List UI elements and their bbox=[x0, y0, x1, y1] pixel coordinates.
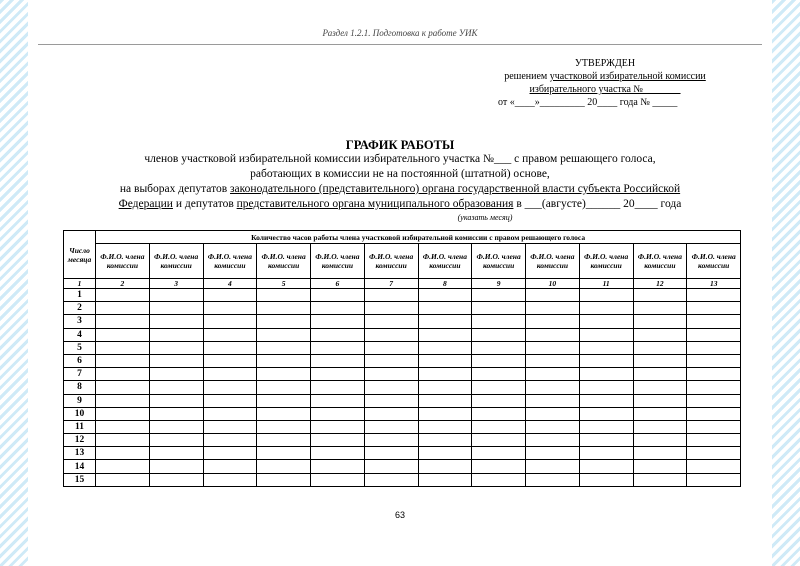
hours-cell[interactable] bbox=[257, 368, 311, 381]
hours-cell[interactable] bbox=[311, 302, 365, 315]
subtitle-line-4b: и депутатов bbox=[172, 198, 237, 210]
hours-cell[interactable] bbox=[579, 341, 633, 354]
hours-cell[interactable] bbox=[418, 381, 472, 394]
column-number: 1 bbox=[64, 279, 96, 289]
row-day-number: 10 bbox=[64, 407, 96, 420]
hours-cell[interactable] bbox=[311, 381, 365, 394]
hours-cell[interactable] bbox=[311, 394, 365, 407]
hours-cell[interactable] bbox=[418, 354, 472, 367]
member-column-header: Ф.И.О. члена комиссии bbox=[364, 244, 418, 279]
date-line: от «____»_________ 20____ года № _____ bbox=[498, 97, 678, 108]
column-number: 3 bbox=[149, 279, 203, 289]
hours-cell[interactable] bbox=[633, 315, 687, 328]
approval-block bbox=[490, 57, 720, 109]
hours-cell[interactable] bbox=[257, 328, 311, 341]
table-row bbox=[64, 302, 741, 315]
hours-cell[interactable] bbox=[687, 434, 741, 447]
table-row bbox=[64, 460, 741, 473]
subtitle-line-3a: на выборах депутатов bbox=[119, 183, 231, 195]
hours-cell[interactable] bbox=[472, 381, 526, 394]
hours-cell[interactable] bbox=[526, 381, 580, 394]
hours-cell[interactable] bbox=[364, 315, 418, 328]
hours-cell[interactable] bbox=[96, 407, 150, 420]
hours-cell[interactable] bbox=[526, 447, 580, 460]
hours-cell[interactable] bbox=[311, 407, 365, 420]
hours-cell[interactable] bbox=[96, 328, 150, 341]
page-number: 63 bbox=[394, 510, 405, 520]
member-header-row bbox=[64, 244, 741, 279]
subtitle-line-4 bbox=[60, 197, 740, 212]
member-column-header: Ф.И.О. члена комиссии bbox=[149, 244, 203, 279]
table-row bbox=[64, 341, 741, 354]
row-day-number: 11 bbox=[64, 420, 96, 433]
hours-cell[interactable] bbox=[579, 473, 633, 486]
hours-cell[interactable] bbox=[364, 302, 418, 315]
table-row bbox=[64, 315, 741, 328]
table-body bbox=[64, 289, 741, 487]
hours-cell[interactable] bbox=[526, 328, 580, 341]
hours-cell[interactable] bbox=[687, 328, 741, 341]
table-row bbox=[64, 420, 741, 433]
hours-cell[interactable] bbox=[364, 447, 418, 460]
column-number: 8 bbox=[418, 279, 472, 289]
member-column-header: Ф.И.О. члена комиссии bbox=[418, 244, 472, 279]
hours-cell[interactable] bbox=[633, 368, 687, 381]
hours-cell[interactable] bbox=[687, 394, 741, 407]
row-day-number: 14 bbox=[64, 460, 96, 473]
hours-cell[interactable] bbox=[203, 381, 257, 394]
hours-cell[interactable] bbox=[257, 341, 311, 354]
hours-cell[interactable] bbox=[364, 420, 418, 433]
hours-cell[interactable] bbox=[149, 315, 203, 328]
hours-cell[interactable] bbox=[418, 328, 472, 341]
hours-cell[interactable] bbox=[203, 341, 257, 354]
row-day-number: 8 bbox=[64, 381, 96, 394]
hours-cell[interactable] bbox=[364, 381, 418, 394]
hours-cell[interactable] bbox=[418, 447, 472, 460]
hours-cell[interactable] bbox=[96, 368, 150, 381]
subtitle-line-4a: Федерации bbox=[118, 198, 173, 210]
hours-cell[interactable] bbox=[472, 394, 526, 407]
column-number: 5 bbox=[257, 279, 311, 289]
member-column-header: Ф.И.О. члена комиссии bbox=[311, 244, 365, 279]
column-number: 7 bbox=[364, 279, 418, 289]
hours-cell[interactable] bbox=[149, 368, 203, 381]
hours-cell[interactable] bbox=[633, 473, 687, 486]
hours-cell[interactable] bbox=[579, 381, 633, 394]
member-column-header: Ф.И.О. члена комиссии bbox=[579, 244, 633, 279]
hours-cell[interactable] bbox=[633, 460, 687, 473]
hours-cell[interactable] bbox=[311, 354, 365, 367]
hours-cell[interactable] bbox=[526, 407, 580, 420]
hours-cell[interactable] bbox=[633, 354, 687, 367]
hours-cell[interactable] bbox=[687, 315, 741, 328]
hours-cell[interactable] bbox=[472, 315, 526, 328]
row-day-number: 4 bbox=[64, 328, 96, 341]
subtitle-line-2: работающих в комиссии не на постоянной (штатной) основе, bbox=[250, 168, 550, 180]
document-subtitle bbox=[60, 152, 740, 212]
row-day-number: 9 bbox=[64, 394, 96, 407]
table-row bbox=[64, 447, 741, 460]
row-day-number: 5 bbox=[64, 341, 96, 354]
table-row bbox=[64, 394, 741, 407]
document-title: ГРАФИК РАБОТЫ bbox=[345, 138, 455, 152]
row-day-number: 6 bbox=[64, 354, 96, 367]
hours-cell[interactable] bbox=[149, 420, 203, 433]
row-day-number: 15 bbox=[64, 473, 96, 486]
hours-cell[interactable] bbox=[203, 368, 257, 381]
hours-cell[interactable] bbox=[311, 460, 365, 473]
hours-cell[interactable] bbox=[257, 394, 311, 407]
hours-cell[interactable] bbox=[526, 394, 580, 407]
row-day-number: 3 bbox=[64, 315, 96, 328]
hours-cell[interactable] bbox=[203, 473, 257, 486]
hours-cell[interactable] bbox=[96, 315, 150, 328]
hours-cell[interactable] bbox=[203, 315, 257, 328]
member-column-header: Ф.И.О. члена комиссии bbox=[687, 244, 741, 279]
hours-cell[interactable] bbox=[579, 407, 633, 420]
row-day-number: 1 bbox=[64, 289, 96, 302]
hours-cell[interactable] bbox=[149, 447, 203, 460]
month-day-header: Число месяца bbox=[64, 231, 96, 279]
hours-cell[interactable] bbox=[633, 394, 687, 407]
hours-cell[interactable] bbox=[687, 368, 741, 381]
decision-prefix: решением bbox=[504, 71, 550, 82]
hours-cell[interactable] bbox=[149, 289, 203, 302]
month-field: ___(августе)______ bbox=[524, 198, 621, 210]
hours-cell[interactable] bbox=[364, 407, 418, 420]
hours-cell[interactable] bbox=[203, 447, 257, 460]
row-day-number: 13 bbox=[64, 447, 96, 460]
hours-cell[interactable] bbox=[472, 473, 526, 486]
hours-cell[interactable] bbox=[257, 434, 311, 447]
table-row bbox=[64, 381, 741, 394]
hours-cell[interactable] bbox=[311, 341, 365, 354]
hours-cell[interactable] bbox=[526, 460, 580, 473]
hours-cell[interactable] bbox=[687, 460, 741, 473]
hours-cell[interactable] bbox=[418, 289, 472, 302]
table-row bbox=[64, 354, 741, 367]
hours-cell[interactable] bbox=[311, 473, 365, 486]
hours-cell[interactable] bbox=[96, 460, 150, 473]
hours-cell[interactable] bbox=[418, 434, 472, 447]
member-column-header: Ф.И.О. члена комиссии bbox=[203, 244, 257, 279]
hours-cell[interactable] bbox=[364, 460, 418, 473]
member-column-header: Ф.И.О. члена комиссии bbox=[472, 244, 526, 279]
hours-cell[interactable] bbox=[257, 460, 311, 473]
hours-cell[interactable] bbox=[472, 420, 526, 433]
hours-cell[interactable] bbox=[96, 394, 150, 407]
hours-cell[interactable] bbox=[257, 354, 311, 367]
hours-cell[interactable] bbox=[633, 328, 687, 341]
hours-cell[interactable] bbox=[203, 420, 257, 433]
hours-cell[interactable] bbox=[257, 302, 311, 315]
subtitle-line-4f: 20 bbox=[620, 198, 635, 210]
subtitle-line-3b: законодательного (представительного) органа государственной власти субъекта Российской bbox=[230, 183, 681, 195]
table-row bbox=[64, 368, 741, 381]
hours-cell[interactable] bbox=[311, 420, 365, 433]
member-column-header: Ф.И.О. члена комиссии bbox=[633, 244, 687, 279]
hours-cell[interactable] bbox=[364, 328, 418, 341]
hours-cell[interactable] bbox=[579, 447, 633, 460]
hours-cell[interactable] bbox=[203, 434, 257, 447]
column-number: 2 bbox=[96, 279, 150, 289]
decision-commission: участковой избирательной комиссии bbox=[549, 71, 706, 82]
column-number: 4 bbox=[203, 279, 257, 289]
hours-cell[interactable] bbox=[633, 447, 687, 460]
hours-cell[interactable] bbox=[579, 289, 633, 302]
left-decorative-stripe bbox=[0, 0, 28, 566]
hours-cell[interactable] bbox=[472, 407, 526, 420]
hours-cell[interactable] bbox=[472, 328, 526, 341]
hours-cell[interactable] bbox=[96, 447, 150, 460]
column-number: 13 bbox=[687, 279, 741, 289]
hours-cell[interactable] bbox=[526, 420, 580, 433]
hours-cell[interactable] bbox=[687, 447, 741, 460]
hours-cell[interactable] bbox=[472, 354, 526, 367]
column-number: 9 bbox=[472, 279, 526, 289]
approved-label: УТВЕРЖДЕН bbox=[574, 58, 636, 69]
hours-cell[interactable] bbox=[633, 289, 687, 302]
hours-cell[interactable] bbox=[633, 381, 687, 394]
hours-cell[interactable] bbox=[579, 368, 633, 381]
hours-group-header: Количество часов работы члена участковой избирательной комиссии с правом решающего голоса bbox=[96, 231, 741, 244]
hours-cell[interactable] bbox=[149, 341, 203, 354]
hours-cell[interactable] bbox=[203, 354, 257, 367]
hours-cell[interactable] bbox=[418, 394, 472, 407]
hours-cell[interactable] bbox=[149, 434, 203, 447]
subtitle-line-4c: представительного органа муниципального образования bbox=[236, 198, 514, 210]
hours-cell[interactable] bbox=[96, 289, 150, 302]
hours-cell[interactable] bbox=[149, 473, 203, 486]
hours-cell[interactable] bbox=[579, 302, 633, 315]
hours-cell[interactable] bbox=[418, 473, 472, 486]
column-number-row bbox=[64, 279, 741, 289]
hours-cell[interactable] bbox=[364, 341, 418, 354]
hours-cell[interactable] bbox=[257, 381, 311, 394]
hours-cell[interactable] bbox=[687, 302, 741, 315]
hours-cell[interactable] bbox=[526, 302, 580, 315]
hours-cell[interactable] bbox=[526, 341, 580, 354]
member-column-header: Ф.И.О. члена комиссии bbox=[257, 244, 311, 279]
hours-cell[interactable] bbox=[418, 420, 472, 433]
hours-cell[interactable] bbox=[203, 394, 257, 407]
member-column-header: Ф.И.О. члена комиссии bbox=[526, 244, 580, 279]
hours-cell[interactable] bbox=[472, 289, 526, 302]
hours-cell[interactable] bbox=[203, 289, 257, 302]
table-row bbox=[64, 328, 741, 341]
right-decorative-stripe bbox=[772, 0, 800, 566]
hours-cell[interactable] bbox=[257, 420, 311, 433]
hours-cell[interactable] bbox=[418, 302, 472, 315]
hours-cell[interactable] bbox=[687, 341, 741, 354]
hours-cell[interactable] bbox=[472, 434, 526, 447]
hours-cell[interactable] bbox=[96, 434, 150, 447]
hours-cell[interactable] bbox=[96, 420, 150, 433]
hours-cell[interactable] bbox=[687, 473, 741, 486]
hours-cell[interactable] bbox=[418, 315, 472, 328]
hours-cell[interactable] bbox=[364, 368, 418, 381]
hours-cell[interactable] bbox=[526, 368, 580, 381]
hours-cell[interactable] bbox=[579, 434, 633, 447]
hours-cell[interactable] bbox=[526, 315, 580, 328]
hours-cell[interactable] bbox=[579, 394, 633, 407]
hours-cell[interactable] bbox=[364, 434, 418, 447]
hours-cell[interactable] bbox=[633, 434, 687, 447]
hours-cell[interactable] bbox=[633, 302, 687, 315]
hours-cell[interactable] bbox=[149, 354, 203, 367]
subtitle-line-4h: года bbox=[657, 198, 682, 210]
hours-cell[interactable] bbox=[633, 407, 687, 420]
month-hint: (указать месяц) bbox=[457, 213, 513, 222]
column-number: 11 bbox=[579, 279, 633, 289]
hours-cell[interactable] bbox=[257, 289, 311, 302]
row-day-number: 7 bbox=[64, 368, 96, 381]
hours-cell[interactable] bbox=[687, 407, 741, 420]
hours-cell[interactable] bbox=[526, 473, 580, 486]
hours-cell[interactable] bbox=[418, 368, 472, 381]
hours-cell[interactable] bbox=[687, 420, 741, 433]
hours-cell[interactable] bbox=[149, 302, 203, 315]
hours-cell[interactable] bbox=[257, 473, 311, 486]
hours-cell[interactable] bbox=[311, 315, 365, 328]
hours-cell[interactable] bbox=[311, 289, 365, 302]
year-field: ____ bbox=[634, 198, 658, 210]
hours-cell[interactable] bbox=[257, 315, 311, 328]
column-number: 6 bbox=[311, 279, 365, 289]
hours-cell[interactable] bbox=[364, 289, 418, 302]
work-schedule-table bbox=[63, 230, 741, 487]
hours-cell[interactable] bbox=[418, 460, 472, 473]
section-header: Раздел 1.2.1. Подготовка к работе УИК bbox=[322, 28, 478, 38]
hours-cell[interactable] bbox=[687, 381, 741, 394]
header-divider bbox=[38, 44, 762, 45]
hours-cell[interactable] bbox=[418, 341, 472, 354]
row-day-number: 12 bbox=[64, 434, 96, 447]
hours-cell[interactable] bbox=[579, 328, 633, 341]
hours-cell[interactable] bbox=[257, 407, 311, 420]
hours-cell[interactable] bbox=[472, 460, 526, 473]
hours-cell[interactable] bbox=[526, 289, 580, 302]
decision-line bbox=[490, 70, 720, 83]
hours-cell[interactable] bbox=[687, 289, 741, 302]
hours-cell[interactable] bbox=[149, 328, 203, 341]
hours-cell[interactable] bbox=[96, 302, 150, 315]
hours-cell[interactable] bbox=[96, 341, 150, 354]
hours-cell[interactable] bbox=[311, 368, 365, 381]
hours-cell[interactable] bbox=[203, 460, 257, 473]
hours-cell[interactable] bbox=[472, 368, 526, 381]
hours-cell[interactable] bbox=[579, 460, 633, 473]
column-number: 12 bbox=[633, 279, 687, 289]
subtitle-line-1: членов участковой избирательной комиссии избирательного участка №___ с правом решающего голоса, bbox=[144, 153, 656, 165]
hours-cell[interactable] bbox=[472, 302, 526, 315]
hours-cell[interactable] bbox=[311, 434, 365, 447]
hours-cell[interactable] bbox=[579, 354, 633, 367]
hours-cell[interactable] bbox=[311, 328, 365, 341]
column-number: 10 bbox=[526, 279, 580, 289]
hours-cell[interactable] bbox=[687, 354, 741, 367]
hours-cell[interactable] bbox=[149, 381, 203, 394]
hours-cell[interactable] bbox=[203, 328, 257, 341]
hours-cell[interactable] bbox=[472, 447, 526, 460]
hours-cell[interactable] bbox=[96, 381, 150, 394]
district-line: избирательного участка № _______ bbox=[529, 84, 681, 95]
table-row bbox=[64, 407, 741, 420]
hours-cell[interactable] bbox=[364, 394, 418, 407]
hours-cell[interactable] bbox=[526, 354, 580, 367]
hours-cell[interactable] bbox=[311, 447, 365, 460]
hours-cell[interactable] bbox=[257, 447, 311, 460]
hours-cell[interactable] bbox=[633, 420, 687, 433]
table-row bbox=[64, 289, 741, 302]
hours-cell[interactable] bbox=[579, 420, 633, 433]
hours-cell[interactable] bbox=[149, 407, 203, 420]
member-column-header: Ф.И.О. члена комиссии bbox=[96, 244, 150, 279]
hours-cell[interactable] bbox=[526, 434, 580, 447]
hours-cell[interactable] bbox=[418, 407, 472, 420]
hours-cell[interactable] bbox=[364, 473, 418, 486]
hours-cell[interactable] bbox=[633, 341, 687, 354]
hours-cell[interactable] bbox=[579, 315, 633, 328]
table-row bbox=[64, 434, 741, 447]
hours-cell[interactable] bbox=[472, 341, 526, 354]
subtitle-line-3 bbox=[60, 182, 740, 197]
hours-cell[interactable] bbox=[96, 473, 150, 486]
table-row bbox=[64, 473, 741, 486]
hours-cell[interactable] bbox=[149, 460, 203, 473]
hours-cell[interactable] bbox=[96, 354, 150, 367]
hours-cell[interactable] bbox=[203, 407, 257, 420]
hours-cell[interactable] bbox=[364, 354, 418, 367]
hours-cell[interactable] bbox=[203, 302, 257, 315]
hours-cell[interactable] bbox=[149, 394, 203, 407]
row-day-number: 2 bbox=[64, 302, 96, 315]
subtitle-line-4d: в bbox=[513, 198, 525, 210]
